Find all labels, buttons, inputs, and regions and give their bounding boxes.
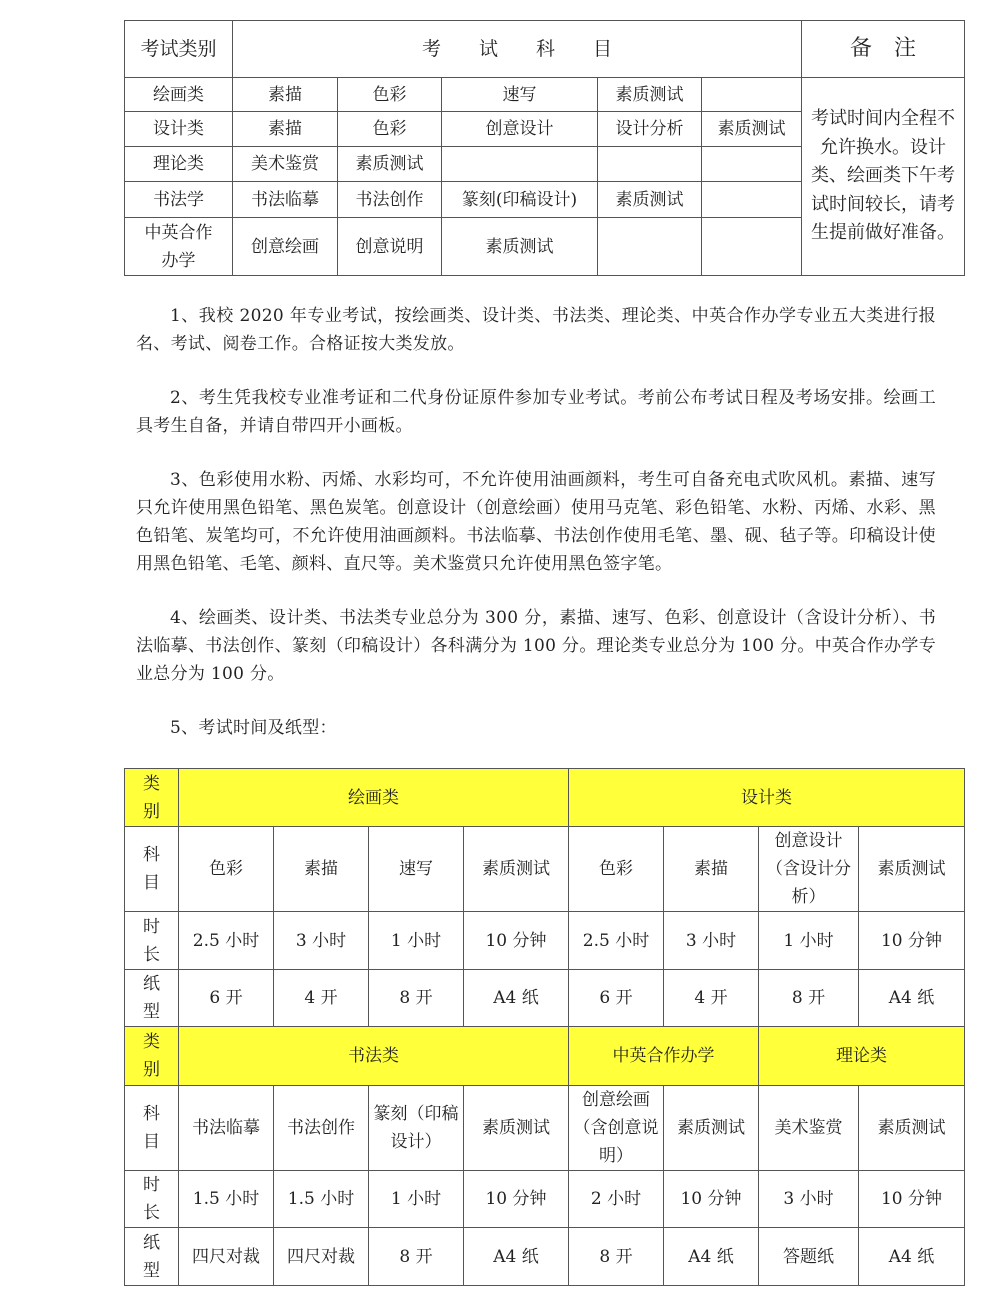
rule-paragraph: 4、绘画类、设计类、书法类专业总分为 300 分，素描、速写、色彩、创意设计（含设计分析）、书法临摹、书法创作、篆刻（印稿设计）各科满分为 100 分。理论类专业总分为 100 分。中英合作办学专业总分为 100 分。 [136, 608, 936, 684]
subject-cell: 创意说明 [338, 218, 442, 276]
duration-cell: 1 小时 [759, 912, 859, 970]
paper-cell: A4 纸 [464, 1228, 569, 1286]
row-label-cell: 科目 [125, 1086, 179, 1171]
subject-cell: 素质测试 [598, 78, 702, 112]
category-cell: 中英合作办学 [569, 1027, 759, 1086]
subject-cell: 素质测试 [338, 147, 442, 182]
header-cell: 考 试 科 目 [233, 21, 802, 78]
subject-cell: 素质测试 [664, 1086, 759, 1171]
subject-cell: 色彩 [569, 827, 664, 912]
category-cell: 理论类 [125, 147, 233, 182]
duration-cell: 2 小时 [569, 1171, 664, 1228]
subject-cell: 素质测试 [702, 112, 802, 147]
subject-cell: 创意绘画（含创意说明） [569, 1086, 664, 1171]
paper-row [125, 1228, 965, 1286]
category-cell: 绘画类 [179, 769, 569, 827]
subject-cell: 素描 [233, 78, 338, 112]
paper-cell: 答题纸 [759, 1228, 859, 1286]
header-cell: 备 注 [802, 21, 965, 78]
subject-cell [702, 218, 802, 276]
category-cell: 理论类 [759, 1027, 965, 1086]
paper-cell: A4 纸 [464, 970, 569, 1027]
exam-subjects-table [124, 20, 965, 276]
subject-cell [702, 147, 802, 182]
subject-cell: 速写 [369, 827, 464, 912]
subject-cell: 创意设计 [442, 112, 598, 147]
category-row [125, 1027, 965, 1086]
rule-paragraph: 2、考生凭我校专业准考证和二代身份证原件参加专业考试。考前公布考试日程及考场安排。绘画工具考生自备，并请自带四开小画板。 [136, 388, 936, 436]
duration-cell: 1.5 小时 [179, 1171, 274, 1228]
paper-cell: 6 开 [179, 970, 274, 1027]
subject-cell: 篆刻（印稿设计） [369, 1086, 464, 1171]
duration-cell: 10 分钟 [464, 1171, 569, 1228]
paper-cell: A4 纸 [664, 1228, 759, 1286]
subject-cell: 色彩 [179, 827, 274, 912]
table-row [125, 78, 965, 112]
row-label-cell: 纸型 [125, 970, 179, 1027]
rule-paragraph: 5、考试时间及纸型： [170, 718, 337, 738]
row-label-cell: 时长 [125, 1171, 179, 1228]
subject-cell: 书法临摹 [233, 182, 338, 218]
duration-cell: 1 小时 [369, 1171, 464, 1228]
category-cell: 书法类 [179, 1027, 569, 1086]
rule-paragraph: 3、色彩使用水粉、丙烯、水彩均可，不允许使用油画颜料，考生可自备充电式吹风机。素描、速写只允许使用黑色铅笔、黑色炭笔。创意设计（创意绘画）使用马克笔、彩色铅笔、水粉、丙烯、水彩、黑色铅笔、炭笔均可，不允许使用油画颜料。书法临摹、书法创作使用毛笔、墨、砚、毡子等。印稿设计使用黑色铅笔、毛笔、颜料、直尺等。美术鉴赏只允许使用黑色签字笔。 [136, 470, 936, 574]
paper-cell: 四尺对裁 [179, 1228, 274, 1286]
subject-cell: 素描 [664, 827, 759, 912]
header-cell: 考试类别 [125, 21, 233, 78]
exam-time-paper-table [124, 768, 965, 1286]
subject-cell: 设计分析 [598, 112, 702, 147]
duration-cell: 1 小时 [369, 912, 464, 970]
paper-cell: 8 开 [759, 970, 859, 1027]
subject-cell: 色彩 [338, 78, 442, 112]
subject-cell: 书法创作 [338, 182, 442, 218]
duration-cell: 2.5 小时 [569, 912, 664, 970]
category-cell: 设计类 [569, 769, 965, 827]
duration-cell: 10 分钟 [859, 912, 965, 970]
duration-cell: 10 分钟 [464, 912, 569, 970]
table-header-row [125, 21, 965, 78]
category-row [125, 769, 965, 827]
paper-cell: 4 开 [274, 970, 369, 1027]
duration-cell: 1.5 小时 [274, 1171, 369, 1228]
duration-cell: 2.5 小时 [179, 912, 274, 970]
subject-cell: 素描 [233, 112, 338, 147]
subject-cell: 书法创作 [274, 1086, 369, 1171]
paper-cell: 8 开 [369, 970, 464, 1027]
subject-row [125, 827, 965, 912]
subject-cell: 素质测试 [464, 827, 569, 912]
duration-cell: 3 小时 [274, 912, 369, 970]
subject-cell [702, 78, 802, 112]
subject-cell: 创意设计（含设计分析） [759, 827, 859, 912]
duration-cell: 10 分钟 [664, 1171, 759, 1228]
subject-cell: 素质测试 [442, 218, 598, 276]
subject-cell [442, 147, 598, 182]
category-cell: 设计类 [125, 112, 233, 147]
paper-row [125, 970, 965, 1027]
paper-cell: A4 纸 [859, 970, 965, 1027]
duration-row [125, 1171, 965, 1228]
subject-cell: 素质测试 [859, 1086, 965, 1171]
duration-cell: 3 小时 [759, 1171, 859, 1228]
note-cell: 考试时间内全程不允许换水。设计类、绘画类下午考试时间较长，请考生提前做好准备。 [802, 78, 965, 276]
paper-cell: A4 纸 [859, 1228, 965, 1286]
rule-paragraph: 1、我校 2020 年专业考试，按绘画类、设计类、书法类、理论类、中英合作办学专业五大类进行报名、考试、阅卷工作。合格证按大类发放。 [136, 306, 936, 354]
subject-cell: 美术鉴赏 [759, 1086, 859, 1171]
category-cell: 书法学 [125, 182, 233, 218]
subject-cell: 速写 [442, 78, 598, 112]
subject-cell: 素描 [274, 827, 369, 912]
subject-cell: 色彩 [338, 112, 442, 147]
subject-cell [702, 182, 802, 218]
subject-cell: 美术鉴赏 [233, 147, 338, 182]
subject-cell: 篆刻(印稿设计) [442, 182, 598, 218]
subject-cell [598, 147, 702, 182]
paper-cell: 4 开 [664, 970, 759, 1027]
paper-cell: 8 开 [569, 1228, 664, 1286]
category-cell: 绘画类 [125, 78, 233, 112]
category-cell: 中英合作办学 [125, 218, 233, 276]
subject-cell [598, 218, 702, 276]
subject-cell: 素质测试 [859, 827, 965, 912]
row-label-cell: 时长 [125, 912, 179, 970]
subject-cell: 创意绘画 [233, 218, 338, 276]
row-label-cell: 纸型 [125, 1228, 179, 1286]
subject-cell: 素质测试 [464, 1086, 569, 1171]
duration-cell: 3 小时 [664, 912, 759, 970]
subject-cell: 素质测试 [598, 182, 702, 218]
duration-cell: 10 分钟 [859, 1171, 965, 1228]
duration-row [125, 912, 965, 970]
subject-cell: 书法临摹 [179, 1086, 274, 1171]
exam-rules [136, 302, 936, 768]
row-label-cell: 类别 [125, 769, 179, 827]
paper-cell: 四尺对裁 [274, 1228, 369, 1286]
paper-cell: 8 开 [369, 1228, 464, 1286]
paper-cell: 6 开 [569, 970, 664, 1027]
row-label-cell: 类别 [125, 1027, 179, 1086]
row-label-cell: 科目 [125, 827, 179, 912]
subject-row [125, 1086, 965, 1171]
